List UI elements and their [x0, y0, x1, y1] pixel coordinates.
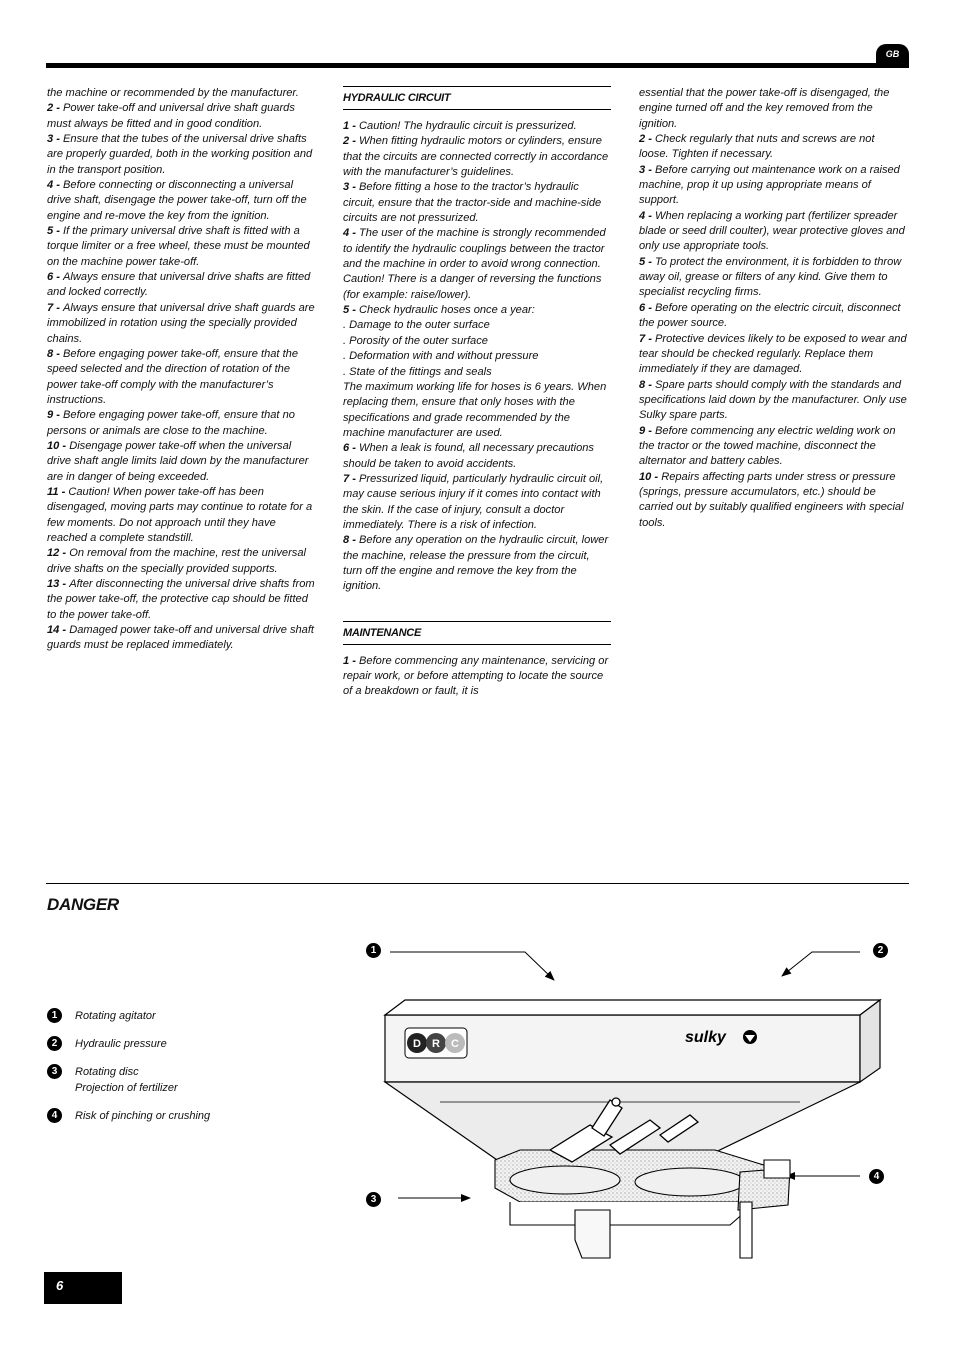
pto-safety-item-number: 12 -: [47, 547, 70, 560]
top-rule: [46, 63, 909, 68]
legend-text: Risk of pinching or crushing: [75, 1110, 211, 1122]
hydraulic-item: [343, 226, 611, 303]
pto-safety-item: [47, 439, 315, 485]
hydraulic-item: [343, 134, 611, 180]
legend-item: [47, 1064, 307, 1096]
pto-safety-item-number: 6 -: [47, 271, 64, 284]
legend-text: Hydraulic pressure: [75, 1038, 167, 1050]
danger-legend: [47, 1008, 307, 1136]
maintenance-list: [343, 654, 611, 700]
section-divider: [46, 883, 909, 884]
pto-safety-item-text: Before engaging power take-off, ensure that the speed selected and the direction of rotation of the power take-off comply with the manufacturer’s instructions.: [47, 347, 299, 406]
hydraulic-item-text: Check hydraulic hoses once a year:: [359, 304, 535, 317]
maintenance-cont-item: [639, 470, 907, 531]
hydraulic-item: [343, 533, 611, 594]
maintenance-cont-item-text: Check regularly that nuts and screws are not loose. Tighten if necessary.: [639, 133, 875, 161]
hydraulic-item: [343, 472, 611, 533]
pto-safety-item-text: Always ensure that universal drive shaft guards are immobilized in rotation using the specially provided chains.: [47, 301, 315, 345]
legend-number: 1: [47, 1008, 62, 1023]
maintenance-cont-item: [639, 132, 907, 163]
pto-safety-item-text: Always ensure that universal drive shafts are fitted and locked correctly.: [47, 271, 311, 299]
pto-safety-item-text: Before engaging power take-off, ensure that no persons or animals are close to the machine.: [47, 409, 295, 437]
maintenance-item-number: 1 -: [343, 654, 360, 667]
maintenance-cont-item: [639, 332, 907, 378]
spreader-base: [495, 1150, 790, 1258]
pto-safety-item-number: 14 -: [47, 624, 70, 637]
hydraulic-item-number: 4 -: [343, 227, 360, 240]
maintenance-cont-item: [639, 255, 907, 301]
pto-safety-item-number: 3 -: [47, 133, 64, 146]
spreader-illustration: [360, 940, 920, 1280]
legend-number: 2: [47, 1036, 62, 1051]
maintenance-cont-item-text: When replacing a working part (fertilizer spreader blade or seed drill coulter), wear protective gloves and only use appropriate tools.: [639, 209, 905, 253]
pto-safety-item-number: 2 -: [47, 102, 64, 115]
pto-safety-item: [47, 301, 315, 347]
page-number: 6: [44, 1272, 122, 1304]
pto-safety-item: [47, 224, 315, 270]
maintenance-cont-item: [639, 424, 907, 470]
sulky-logo-text: sulky: [685, 1029, 726, 1046]
column-middle: [343, 86, 611, 700]
legend-item: [47, 1036, 307, 1052]
maintenance-cont-item-number: 10 -: [639, 470, 662, 483]
pto-safety-item-text: After disconnecting the universal drive shafts from the power take-off, the protective cap should be fitted to the power take-off.: [47, 578, 315, 621]
hydraulic-item-number: 3 -: [343, 181, 360, 194]
pto-safety-item: [47, 178, 315, 224]
hydraulic-item-text: Before fitting a hose to the tractor’s hydraulic circuit, ensure that the tractor-side and machine-side circuits are not pressurized.: [343, 181, 602, 225]
legend-number: 3: [47, 1064, 62, 1079]
pto-safety-item-text: the machine or recommended by the manufacturer.: [47, 87, 299, 99]
danger-heading: DANGER: [47, 895, 119, 914]
column-right: [639, 86, 907, 531]
maintenance-heading: MAINTENANCE: [343, 621, 611, 645]
maintenance-cont-item-number: 8 -: [639, 378, 656, 391]
maintenance-cont-item-number: 2 -: [639, 133, 656, 146]
pto-safety-item-text: Power take-off and universal drive shaft guards must always be fitted and in good condition.: [47, 102, 295, 130]
maintenance-cont-item-number: 3 -: [639, 163, 656, 176]
legend-text: Rotating agitator: [75, 1010, 156, 1022]
maintenance-cont-item-number: 7 -: [639, 332, 656, 345]
hydraulic-item-text: . Damage to the outer surface: [343, 319, 490, 332]
hydraulic-item-number: 6 -: [343, 442, 360, 455]
maintenance-cont-item-number: 4 -: [639, 209, 656, 222]
maintenance-cont-item-text: Before carrying out maintenance work on a raised machine, prop it up using appropriate means of support.: [639, 163, 900, 207]
column-left: [47, 86, 315, 654]
legend-number: 4: [47, 1108, 62, 1123]
hydraulic-item-number: 7 -: [343, 472, 360, 485]
hydraulic-item-text: Before any operation on the hydraulic circuit, lower the machine, release the pressure from the circuit, turn off the engine and remove the key from the ignition.: [343, 534, 609, 593]
pto-safety-item-text: Caution! When power take-off has been disengaged, moving parts may continue to rotate for a few moments. Do not approach until they have reached a complete standstill.: [47, 485, 313, 544]
legend-item: [47, 1108, 307, 1124]
pto-safety-item-text: Before connecting or disconnecting a universal drive shaft, disengage the power take-off, turn off the engine and re-move the key from the ignition.: [47, 179, 307, 222]
callout-3: 3: [366, 1192, 381, 1207]
hydraulic-item: [343, 334, 611, 349]
hydraulic-item-text: . Deformation with and without pressure: [343, 350, 539, 363]
hydraulic-item-text: The user of the machine is strongly recommended to identify the hydraulic couplings between the tractor and the machine in order to avoid wrong connection. Caution! There is a danger of reversing the functions (for example: raise/lower).: [343, 227, 606, 301]
pto-safety-item-number: 4 -: [47, 179, 64, 192]
pto-safety-item-text: On removal from the machine, rest the universal drive shafts on the specially provided supports.: [47, 547, 306, 575]
hydraulic-item-text: Pressurized liquid, particularly hydraulic circuit oil, may cause serious injury if it comes into contact with the skin. If the case of injury, consult a doctor immediately. There is a risk of infection.: [343, 472, 604, 531]
maintenance-cont-item: [639, 163, 907, 209]
hydraulic-item: [343, 303, 611, 318]
pto-safety-item: [47, 347, 315, 408]
hydraulic-item-text: . State of the fittings and seals: [343, 365, 492, 378]
pto-safety-item: [47, 408, 315, 439]
maintenance-cont-item-text: Protective devices likely to be exposed to wear and tear should be checked regularly. Replace them immediately if they are damaged.: [639, 332, 907, 376]
drc-letter-c: C: [451, 1038, 459, 1050]
maintenance-cont-item-text: essential that the power take-off is disengaged, the engine turned off and the key removed from the ignition.: [639, 87, 890, 130]
hydraulic-item-number: 1 -: [343, 120, 360, 132]
pto-safety-item: [47, 577, 315, 623]
pto-safety-item: [47, 101, 315, 132]
maintenance-cont-item: [639, 86, 907, 132]
pto-safety-item: [47, 546, 315, 577]
maintenance-cont-item-text: To protect the environment, it is forbidden to throw away oil, grease or filters of any kind. Give them to specialist recycling firms.: [639, 255, 902, 299]
callout-4: 4: [869, 1169, 884, 1184]
pto-safety-item: [47, 623, 315, 654]
hydraulic-circuit-list: [343, 119, 611, 595]
pto-safety-item-number: 9 -: [47, 409, 64, 422]
maintenance-cont-item-text: Before commencing any electric welding work on the tractor or the towed machine, disconnect the alternator and battery cables.: [639, 424, 896, 468]
drc-logo: [405, 1028, 467, 1058]
hydraulic-item: [343, 380, 611, 441]
language-badge: GB: [876, 44, 909, 65]
drc-letter-d: D: [413, 1038, 421, 1050]
pto-safety-item: [47, 132, 315, 178]
hydraulic-item: [343, 180, 611, 226]
maintenance-cont-item-text: Before operating on the electric circuit, disconnect the power source.: [639, 301, 901, 330]
hydraulic-circuit-heading: HYDRAULIC CIRCUIT: [343, 86, 611, 110]
hydraulic-item-number: 8 -: [343, 534, 360, 547]
pto-safety-item: [47, 86, 315, 101]
maintenance-cont-item-number: 6 -: [639, 301, 656, 314]
maintenance-cont-item: [639, 378, 907, 424]
maintenance-cont-item-text: Repairs affecting parts under stress or pressure (springs, pressure accumulators, etc.) should be carried out by suitably qualified engineers with special tools.: [639, 470, 904, 529]
pto-safety-item-number: 11 -: [47, 485, 69, 498]
hydraulic-item-text: When a leak is found, all necessary precautions should be taken to avoid accidents.: [343, 442, 594, 470]
maintenance-cont-item-number: 5 -: [639, 255, 656, 268]
hydraulic-item: [343, 318, 611, 333]
pto-safety-item: [47, 270, 315, 301]
legend-text: Projection of fertilizer: [75, 1082, 178, 1094]
pto-safety-item-text: If the primary universal drive shaft is fitted with a torque limiter or a free wheel, these must be mounted on the machine power take-off.: [47, 225, 310, 268]
hydraulic-item-text: . Porosity of the outer surface: [343, 334, 488, 347]
hydraulic-item-text: Caution! The hydraulic circuit is pressurized.: [359, 120, 577, 132]
drc-letter-r: R: [432, 1038, 440, 1050]
legend-text: Rotating disc: [75, 1066, 139, 1078]
hydraulic-item-number: 2 -: [343, 135, 360, 148]
maintenance-cont-item-number: 9 -: [639, 424, 656, 437]
maintenance-cont-item-text: Spare parts should comply with the standards and specifications laid down by the manufacturer. Only use Sulky spare parts.: [639, 378, 907, 422]
maintenance-cont-item: [639, 301, 907, 332]
pto-safety-item: [47, 485, 315, 546]
pto-safety-item-number: 13 -: [47, 578, 70, 590]
legend-item: [47, 1008, 307, 1024]
hydraulic-item-text: The maximum working life for hoses is 6 years. When replacing them, ensure that only hoses with the specifications and grade recommended by the machine manufacturer are used.: [343, 380, 607, 439]
maintenance-item-text: Before commencing any maintenance, servicing or repair work, or before attempting to locate the source of a breakdown or fault, it is: [343, 654, 609, 698]
pto-safety-item-text: Damaged power take-off and universal drive shaft guards must be replaced immediately.: [47, 624, 315, 652]
hydraulic-item-number: 5 -: [343, 304, 360, 317]
pto-safety-item-text: Disengage power take-off when the universal drive shaft angle limits laid down by the manufacturer are in danger of being exceeded.: [47, 439, 309, 483]
pto-safety-item-number: 5 -: [47, 225, 64, 238]
pto-safety-item-number: 8 -: [47, 347, 64, 360]
pto-safety-item-text: Ensure that the tubes of the universal drive shafts are properly guarded, both in the working position and in the transport position.: [47, 133, 313, 176]
hydraulic-item-text: When fitting hydraulic motors or cylinders, ensure that the circuits are connected correctly in accordance with the manufacturer’s guidelines.: [343, 135, 609, 179]
hydraulic-item: [343, 119, 611, 134]
pto-safety-item-number: 7 -: [47, 301, 64, 314]
hydraulic-item: [343, 365, 611, 380]
hydraulic-item: [343, 349, 611, 364]
maintenance-cont-item: [639, 209, 907, 255]
callout-1: 1: [366, 943, 381, 958]
pto-safety-item-number: 10 -: [47, 439, 70, 452]
callout-2: 2: [873, 943, 888, 958]
hydraulic-item: [343, 441, 611, 472]
maintenance-item: [343, 654, 611, 700]
